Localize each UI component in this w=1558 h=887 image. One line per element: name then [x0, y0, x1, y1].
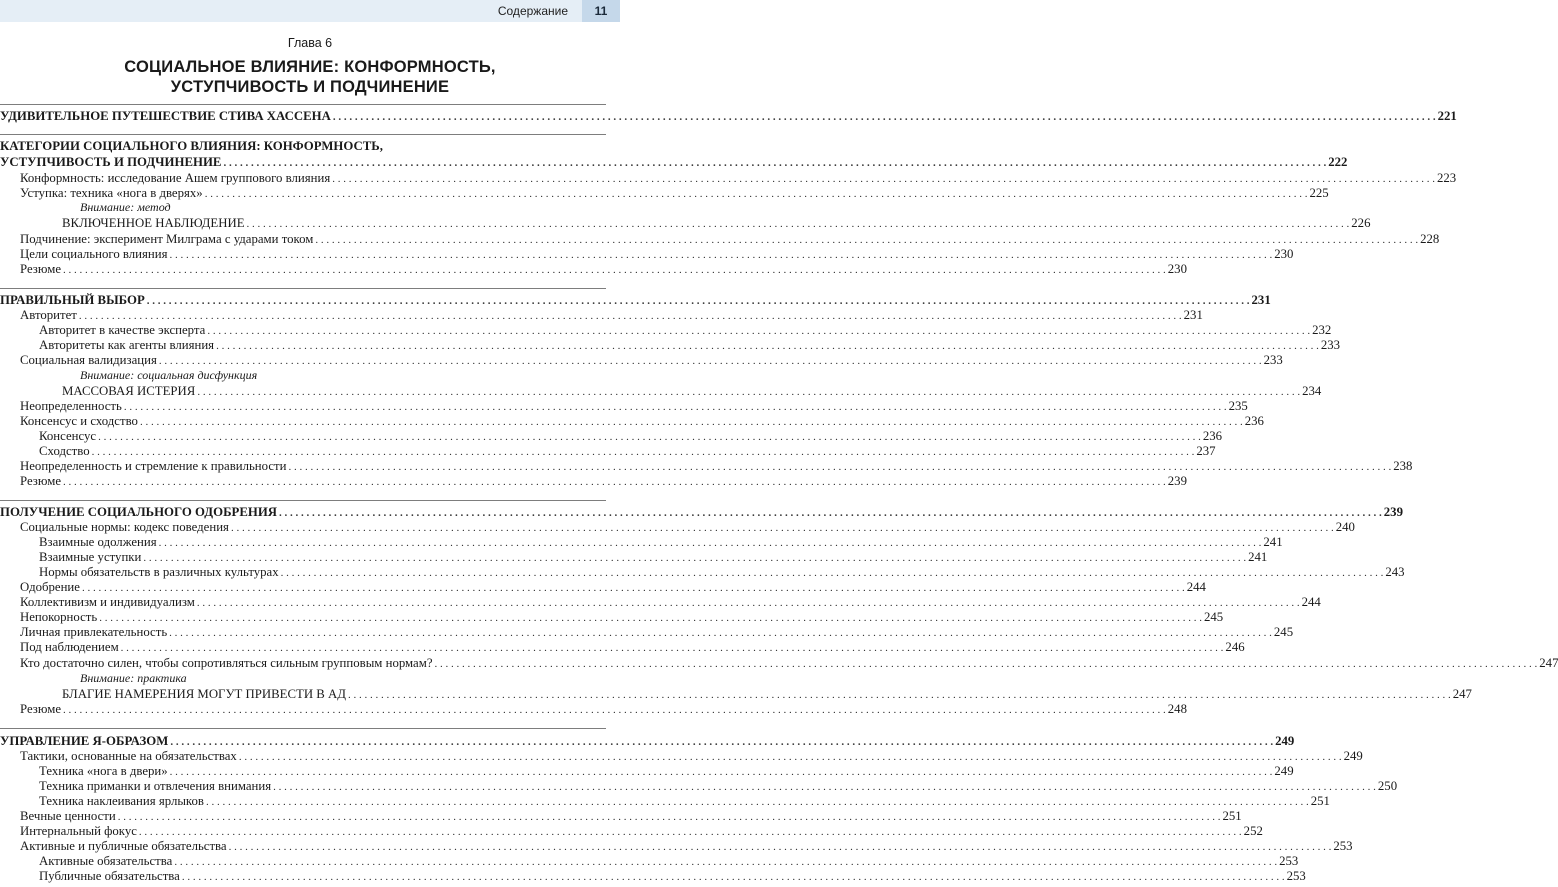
toc-entry-page: 222 — [1328, 155, 1348, 169]
toc-section — [0, 504, 1403, 520]
toc-entry-title: Интернальный фокус — [20, 824, 137, 838]
toc-entry-page: 252 — [1243, 824, 1263, 838]
toc-entry-title: УСТУПЧИВОСТЬ И ПОДЧИНЕНИЕ — [0, 155, 222, 169]
toc-entry-title: Консенсус — [39, 429, 97, 443]
toc-entry — [0, 853, 1299, 869]
toc-entry — [0, 793, 1330, 809]
toc-note: Внимание: социальная дисфункция — [80, 368, 258, 382]
section-divider — [0, 288, 606, 289]
toc-entry — [0, 609, 1224, 625]
toc-entry-title: Неопределенность и стремление к правильности — [20, 459, 287, 473]
toc-entry-page: 234 — [1302, 384, 1322, 398]
toc-entry-title: УДИВИТЕЛЬНОЕ ПУТЕШЕСТВИЕ СТИВА ХАССЕНА — [0, 109, 331, 123]
toc-entry-page: 236 — [1202, 429, 1223, 443]
section-divider — [0, 134, 606, 135]
running-header — [0, 0, 620, 22]
toc-entry-title: Авторитет — [20, 308, 77, 322]
toc-entry-page: 251 — [1310, 794, 1330, 808]
toc-entry-title: ПОЛУЧЕНИЕ СОЦИАЛЬНОГО ОДОБРЕНИЯ — [0, 505, 278, 519]
toc-entry-title: Социальные нормы: кодекс поведения — [20, 520, 229, 534]
toc-entry-page: 232 — [1312, 323, 1332, 337]
toc-entry-title: Кто достаточно силен, чтобы сопротивляться сильным групповым нормам? — [20, 656, 433, 670]
toc-entry-title: Непокорность — [20, 610, 98, 624]
toc-entry-title: МАССОВАЯ ИСТЕРИЯ — [62, 384, 196, 398]
toc-entry-page: 236 — [1244, 414, 1264, 428]
toc-entry-page: 233 — [1320, 338, 1341, 352]
toc-entry-page: 251 — [1222, 809, 1242, 823]
toc-entry-page: 240 — [1335, 520, 1355, 534]
toc-entry-title: Резюме — [20, 702, 62, 716]
section-divider — [0, 728, 606, 729]
toc-entry — [0, 170, 1457, 186]
toc-entry — [0, 549, 1268, 565]
toc-entry-title: Сходство — [39, 444, 90, 458]
dot-leader — [223, 155, 1326, 171]
toc-entry-page: 223 — [1436, 171, 1457, 185]
toc-entry-page: 253 — [1333, 839, 1353, 853]
toc-entry-title: Личная привлекательность — [20, 625, 168, 639]
toc-entry-title: КАТЕГОРИИ СОЦИАЛЬНОГО ВЛИЯНИЯ: КОНФОРМНОСТЬ, — [0, 139, 383, 153]
toc-entry-page: 235 — [1228, 399, 1248, 413]
toc-entry-page: 237 — [1196, 444, 1216, 458]
toc-section — [0, 138, 606, 154]
toc-entry — [0, 686, 1472, 702]
toc-entry-page: 230 — [1274, 247, 1294, 261]
toc-entry-title: Взаимные уступки — [39, 550, 142, 564]
toc-entry — [0, 383, 1322, 399]
toc-entry — [0, 748, 1363, 764]
toc-entry — [0, 655, 1558, 671]
toc-entry-page: 249 — [1343, 749, 1363, 763]
toc-entry — [0, 701, 1187, 717]
toc-entry — [0, 261, 1187, 277]
toc-entry-page: 231 — [1183, 308, 1203, 322]
toc-entry — [0, 823, 1263, 839]
running-header-section: Содержание — [497, 4, 568, 18]
toc-entry — [0, 778, 1398, 794]
chapter-title-line-1: СОЦИАЛЬНОЕ ВЛИЯНИЕ: КОНФОРМНОСТЬ, — [124, 58, 496, 76]
toc-entry-page: 246 — [1225, 640, 1245, 654]
toc-entry — [0, 337, 1341, 353]
dot-leader — [247, 216, 1350, 232]
chapter-label: Глава 6 — [287, 36, 333, 50]
toc-entry — [0, 231, 1440, 247]
toc-entry — [0, 322, 1332, 338]
page-number: 11 — [582, 0, 620, 22]
toc-entry — [0, 579, 1206, 595]
toc-entry-page: 244 — [1186, 580, 1206, 594]
toc-entry — [0, 808, 1242, 824]
toc-entry-title: Публичные обязательства — [39, 869, 180, 883]
toc-entry — [0, 639, 1245, 655]
dot-leader — [121, 640, 1224, 656]
toc-entry — [0, 352, 1283, 368]
toc-entry — [0, 534, 1283, 550]
section-divider — [0, 500, 606, 501]
toc-entry-title: Социальная валидизация — [20, 353, 157, 367]
toc-entry-page: 231 — [1251, 293, 1271, 307]
toc-entry — [0, 564, 1405, 580]
toc-entry-page: 245 — [1203, 610, 1224, 624]
toc-entry-title: Тактики, основанные на обязательствах — [20, 749, 237, 763]
toc-entry-title: Вечные ценности — [20, 809, 116, 823]
toc-entry-page: 221 — [1437, 109, 1457, 123]
toc-entry-page: 243 — [1385, 565, 1405, 579]
toc-entry — [0, 838, 1353, 854]
toc-entry-title: Авторитеты как агенты влияния — [39, 338, 215, 352]
toc-entry-title: Консенсус и сходство — [20, 414, 138, 428]
dot-leader — [63, 702, 1166, 718]
toc-entry-page: 249 — [1274, 764, 1294, 778]
toc-entry-page: 241 — [1263, 535, 1283, 549]
toc-entry-page: 244 — [1301, 595, 1321, 609]
toc-entry-page: 239 — [1167, 474, 1187, 488]
dot-leader — [205, 186, 1308, 202]
section-divider — [0, 104, 606, 105]
toc-entry-title: Коллективизм и индивидуализм — [20, 595, 195, 609]
toc-entry-title: Резюме — [20, 474, 62, 488]
toc-entry-title: Резюме — [20, 262, 62, 276]
toc-entry-title: БЛАГИЕ НАМЕРЕНИЯ МОГУТ ПРИВЕСТИ В АД — [62, 687, 346, 701]
toc-entry-title: Под наблюдением — [20, 640, 119, 654]
toc-entry-title: Цели социального влияния — [20, 247, 168, 261]
toc-section — [0, 108, 1457, 124]
toc-entry — [0, 519, 1355, 535]
toc-entry-page: 230 — [1167, 262, 1187, 276]
toc-entry — [0, 763, 1294, 779]
dot-leader — [159, 353, 1262, 369]
toc-entry-title: Подчинение: эксперимент Милграма с ударами током — [20, 232, 314, 246]
toc-entry-title: Активные обязательства — [39, 854, 173, 868]
toc-entry-title: Активные и публичные обязательства — [20, 839, 227, 853]
toc-entry-title: Уступка: техника «нога в дверях» — [20, 186, 203, 200]
toc-entry-page: 239 — [1383, 505, 1403, 519]
toc-entry — [0, 594, 1321, 610]
toc-entry-title: Взаимные одолжения — [39, 535, 157, 549]
toc-entry-page: 238 — [1393, 459, 1413, 473]
toc-entry-page: 247 — [1539, 656, 1558, 670]
toc-section — [0, 154, 1348, 170]
toc-section — [0, 733, 1295, 749]
toc-entry — [0, 624, 1294, 640]
toc-entry-title: Техника «нога в двери» — [39, 764, 168, 778]
toc-entry-title: ВКЛЮЧЕННОЕ НАБЛЮДЕНИЕ — [62, 216, 245, 230]
toc-entry-page: 253 — [1286, 869, 1306, 883]
toc-entry-title: Нормы обязательств в различных культурах — [39, 565, 279, 579]
toc-entry — [0, 473, 1187, 489]
toc-entry-title: УПРАВЛЕНИЕ Я-ОБРАЗОМ — [0, 734, 169, 748]
toc-entry-title: Техника приманки и отвлечения внимания — [39, 779, 272, 793]
toc-entry-page: 247 — [1452, 687, 1472, 701]
toc-note: Внимание: метод — [80, 200, 171, 214]
toc-entry-title: Одобрение — [20, 580, 80, 594]
toc-entry-page: 250 — [1377, 779, 1398, 793]
chapter-title-line-2: УСТУПЧИВОСТЬ И ПОДЧИНЕНИЕ — [170, 78, 450, 96]
toc-entry-page: 249 — [1275, 734, 1295, 748]
toc-entry-title: Техника наклеивания ярлыков — [39, 794, 204, 808]
toc-entry-title: Неопределенность — [20, 399, 122, 413]
toc-entry-title: ПРАВИЛЬНЫЙ ВЫБОР — [0, 293, 145, 307]
toc-entry — [0, 443, 1216, 459]
toc-entry — [0, 215, 1371, 231]
dot-leader — [333, 109, 1436, 125]
toc-entry-page: 228 — [1420, 232, 1440, 246]
toc-entry — [0, 458, 1413, 474]
toc-entry-page: 225 — [1309, 186, 1329, 200]
toc-entry — [0, 413, 1264, 429]
dot-leader — [63, 474, 1166, 490]
toc-entry — [0, 398, 1248, 414]
toc-entry-page: 245 — [1273, 625, 1294, 639]
toc-entry-title: Авторитет в качестве эксперта — [39, 323, 206, 337]
toc-entry — [0, 307, 1203, 323]
toc-entry — [0, 246, 1294, 262]
toc-entry-page: 226 — [1351, 216, 1371, 230]
toc-entry — [0, 428, 1223, 444]
toc-entry-page: 241 — [1248, 550, 1268, 564]
toc-note: Внимание: практика — [80, 671, 187, 685]
toc-entry — [0, 185, 1329, 201]
toc-entry-page: 253 — [1279, 854, 1299, 868]
dot-leader — [435, 656, 1538, 672]
toc-entry-page: 248 — [1167, 702, 1187, 716]
toc-entry — [0, 868, 1306, 884]
dot-leader — [182, 869, 1285, 885]
dot-leader — [63, 262, 1166, 278]
toc-entry-page: 233 — [1263, 353, 1283, 367]
toc-section — [0, 292, 1271, 308]
toc-entry-title: Конформность: исследование Ашем группового влияния — [20, 171, 331, 185]
